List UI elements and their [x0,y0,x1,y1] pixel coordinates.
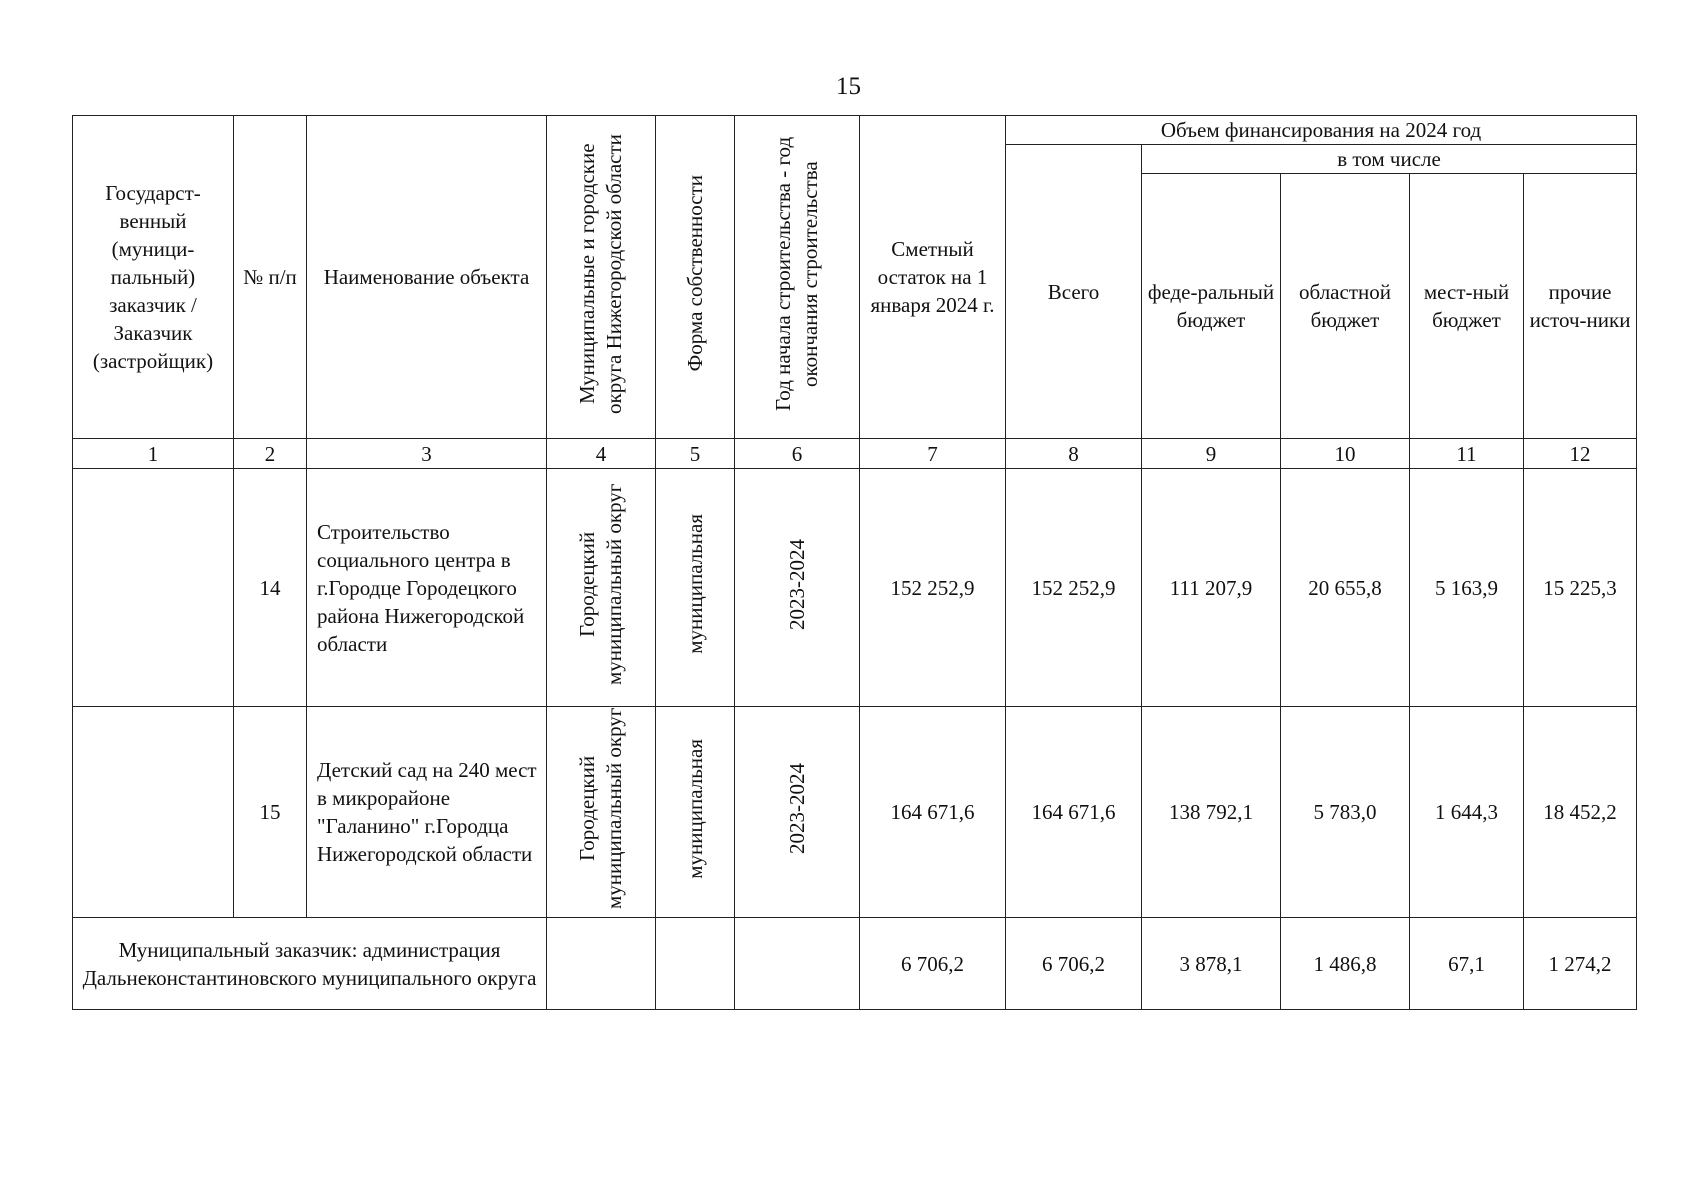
subtotal-estimate: 6 706,2 [860,918,1006,1010]
federal-value: 138 792,1 [1142,707,1281,918]
local-value: 5 163,9 [1410,469,1524,707]
years-cell [735,469,860,707]
total-value: 152 252,9 [1006,469,1142,707]
column-number: 4 [547,439,656,469]
federal-value: 111 207,9 [1142,469,1281,707]
header-other: прочие источ-ники [1524,174,1637,439]
district-cell [547,469,656,707]
table-row [73,707,1637,918]
ownership-text: муниципальная [682,738,707,879]
column-number: 11 [1410,439,1524,469]
column-number: 10 [1281,439,1410,469]
years-text: 2023-2024 [784,763,809,854]
subtotal-total: 6 706,2 [1006,918,1142,1010]
empty-cell [735,918,860,1010]
local-value: 1 644,3 [1410,707,1524,918]
header-years-text: Год начала строительства - год окончания строительства [771,136,822,411]
district-text: Городецкий муниципальный округ [575,483,626,685]
column-number: 2 [234,439,307,469]
regional-value: 5 783,0 [1281,707,1410,918]
header-row-1 [73,116,1637,145]
other-value: 15 225,3 [1524,469,1637,707]
header-including: в том числе [1142,145,1637,174]
financing-table [72,115,1637,1010]
empty-cell [547,918,656,1010]
subtotal-local: 67,1 [1410,918,1524,1010]
column-number: 12 [1524,439,1637,469]
header-total: Всего [1006,145,1142,439]
column-number: 8 [1006,439,1142,469]
subtotal-label: Муниципальный заказчик: администрация Дальнеконстантиновского муниципального округа [73,918,547,1010]
ownership-cell [656,469,735,707]
years-text: 2023-2024 [784,538,809,630]
page-number: 15 [836,73,861,100]
header-estimate-remainder: Сметный остаток на 1 января 2024 г. [860,116,1006,439]
header-num: № п/п [234,116,307,439]
header-districts [547,116,656,439]
column-number: 3 [307,439,547,469]
column-number: 1 [73,439,234,469]
estimate-value: 164 671,6 [860,707,1006,918]
row-number: 14 [234,469,307,707]
header-local: мест-ный бюджет [1410,174,1524,439]
regional-value: 20 655,8 [1281,469,1410,707]
header-ownership [656,116,735,439]
other-value: 18 452,2 [1524,707,1637,918]
column-number: 9 [1142,439,1281,469]
estimate-value: 152 252,9 [860,469,1006,707]
subtotal-row [73,918,1637,1010]
header-customer: Государст-венный (муници-пальный) заказчик / Заказчик (застройщик) [73,116,234,439]
subtotal-federal: 3 878,1 [1142,918,1281,1010]
row-number: 15 [234,707,307,918]
years-cell [735,707,860,918]
total-value: 164 671,6 [1006,707,1142,918]
column-number-row [73,439,1637,469]
subtotal-other: 1 274,2 [1524,918,1637,1010]
header-years [735,116,860,439]
header-ownership-text: Форма собственности [682,175,707,372]
header-object-name: Наименование объекта [307,116,547,439]
column-number: 7 [860,439,1006,469]
header-regional: областной бюджет [1281,174,1410,439]
header-districts-text: Муниципальные и городские округа Нижегородской области [575,133,626,414]
header-federal: феде-ральный бюджет [1142,174,1281,439]
ownership-text: муниципальная [682,514,707,654]
column-number: 5 [656,439,735,469]
customer-cell [73,707,234,918]
header-funding-volume: Объем финансирования на 2024 год [1006,116,1637,145]
table-row [73,469,1637,707]
customer-cell [73,469,234,707]
empty-cell [656,918,735,1010]
object-name: Детский сад на 240 мест в микрорайоне "Галанино" г.Городца Нижегородской области [307,707,547,918]
ownership-cell [656,707,735,918]
district-cell [547,707,656,918]
object-name: Строительство социального центра в г.Городце Городецкого района Нижегородской области [307,469,547,707]
subtotal-regional: 1 486,8 [1281,918,1410,1010]
column-number: 6 [735,439,860,469]
district-text: Городецкий муниципальный округ [575,707,626,910]
